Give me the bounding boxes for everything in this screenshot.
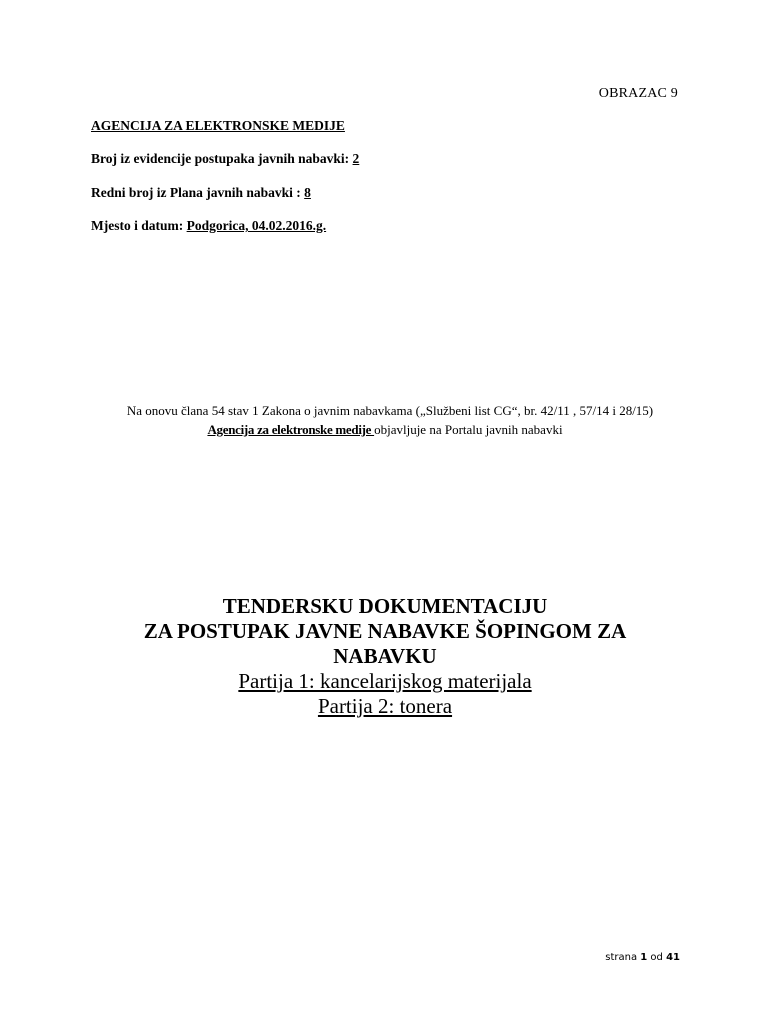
document-title-line-3: NABAVKU bbox=[333, 644, 437, 668]
page-total: 41 bbox=[666, 952, 680, 963]
place-date-value: Podgorica, 04.02.2016.g. bbox=[186, 218, 327, 233]
place-date-label: Mjesto i datum: bbox=[91, 218, 187, 233]
page-current: 1 bbox=[640, 952, 648, 963]
agency-name: AGENCIJA ZA ELEKTRONSKE MEDIJE bbox=[91, 118, 345, 133]
lot-1-title: Partija 1: kancelarijskog materijala bbox=[238, 669, 532, 693]
publication-line bbox=[0, 422, 770, 438]
legal-basis-line: Na onovu člana 54 stav 1 Zakona o javnim nabavkama („Službeni list CG“, br. 42/11 , 57/14 i 28/15) bbox=[126, 403, 654, 418]
evidence-value: 2 bbox=[352, 151, 360, 166]
plan-label: Redni broj iz Plana javnih nabavki : bbox=[91, 185, 305, 200]
document-title-line-1: TENDERSKU DOKUMENTACIJU bbox=[222, 594, 548, 618]
publication-agency: Agencija za elektronske medije bbox=[207, 422, 375, 437]
plan-value: 8 bbox=[304, 185, 311, 200]
evidence-number-line bbox=[91, 151, 359, 167]
form-code: OBRAZAC 9 bbox=[598, 86, 678, 101]
evidence-label: Broj iz evidencije postupaka javnih nabavki: bbox=[91, 151, 353, 166]
lot-2-title: Partija 2: tonera bbox=[317, 694, 453, 718]
page-number bbox=[605, 952, 680, 963]
publication-text: objavljuje na Portalu javnih nabavki bbox=[374, 422, 563, 437]
plan-number-line bbox=[91, 185, 311, 201]
document-title-line-2: ZA POSTUPAK JAVNE NABAVKE ŠOPINGOM ZA bbox=[143, 619, 627, 643]
page-middle: od bbox=[647, 952, 667, 963]
page-prefix: strana bbox=[605, 952, 641, 963]
place-date-line bbox=[91, 218, 326, 234]
